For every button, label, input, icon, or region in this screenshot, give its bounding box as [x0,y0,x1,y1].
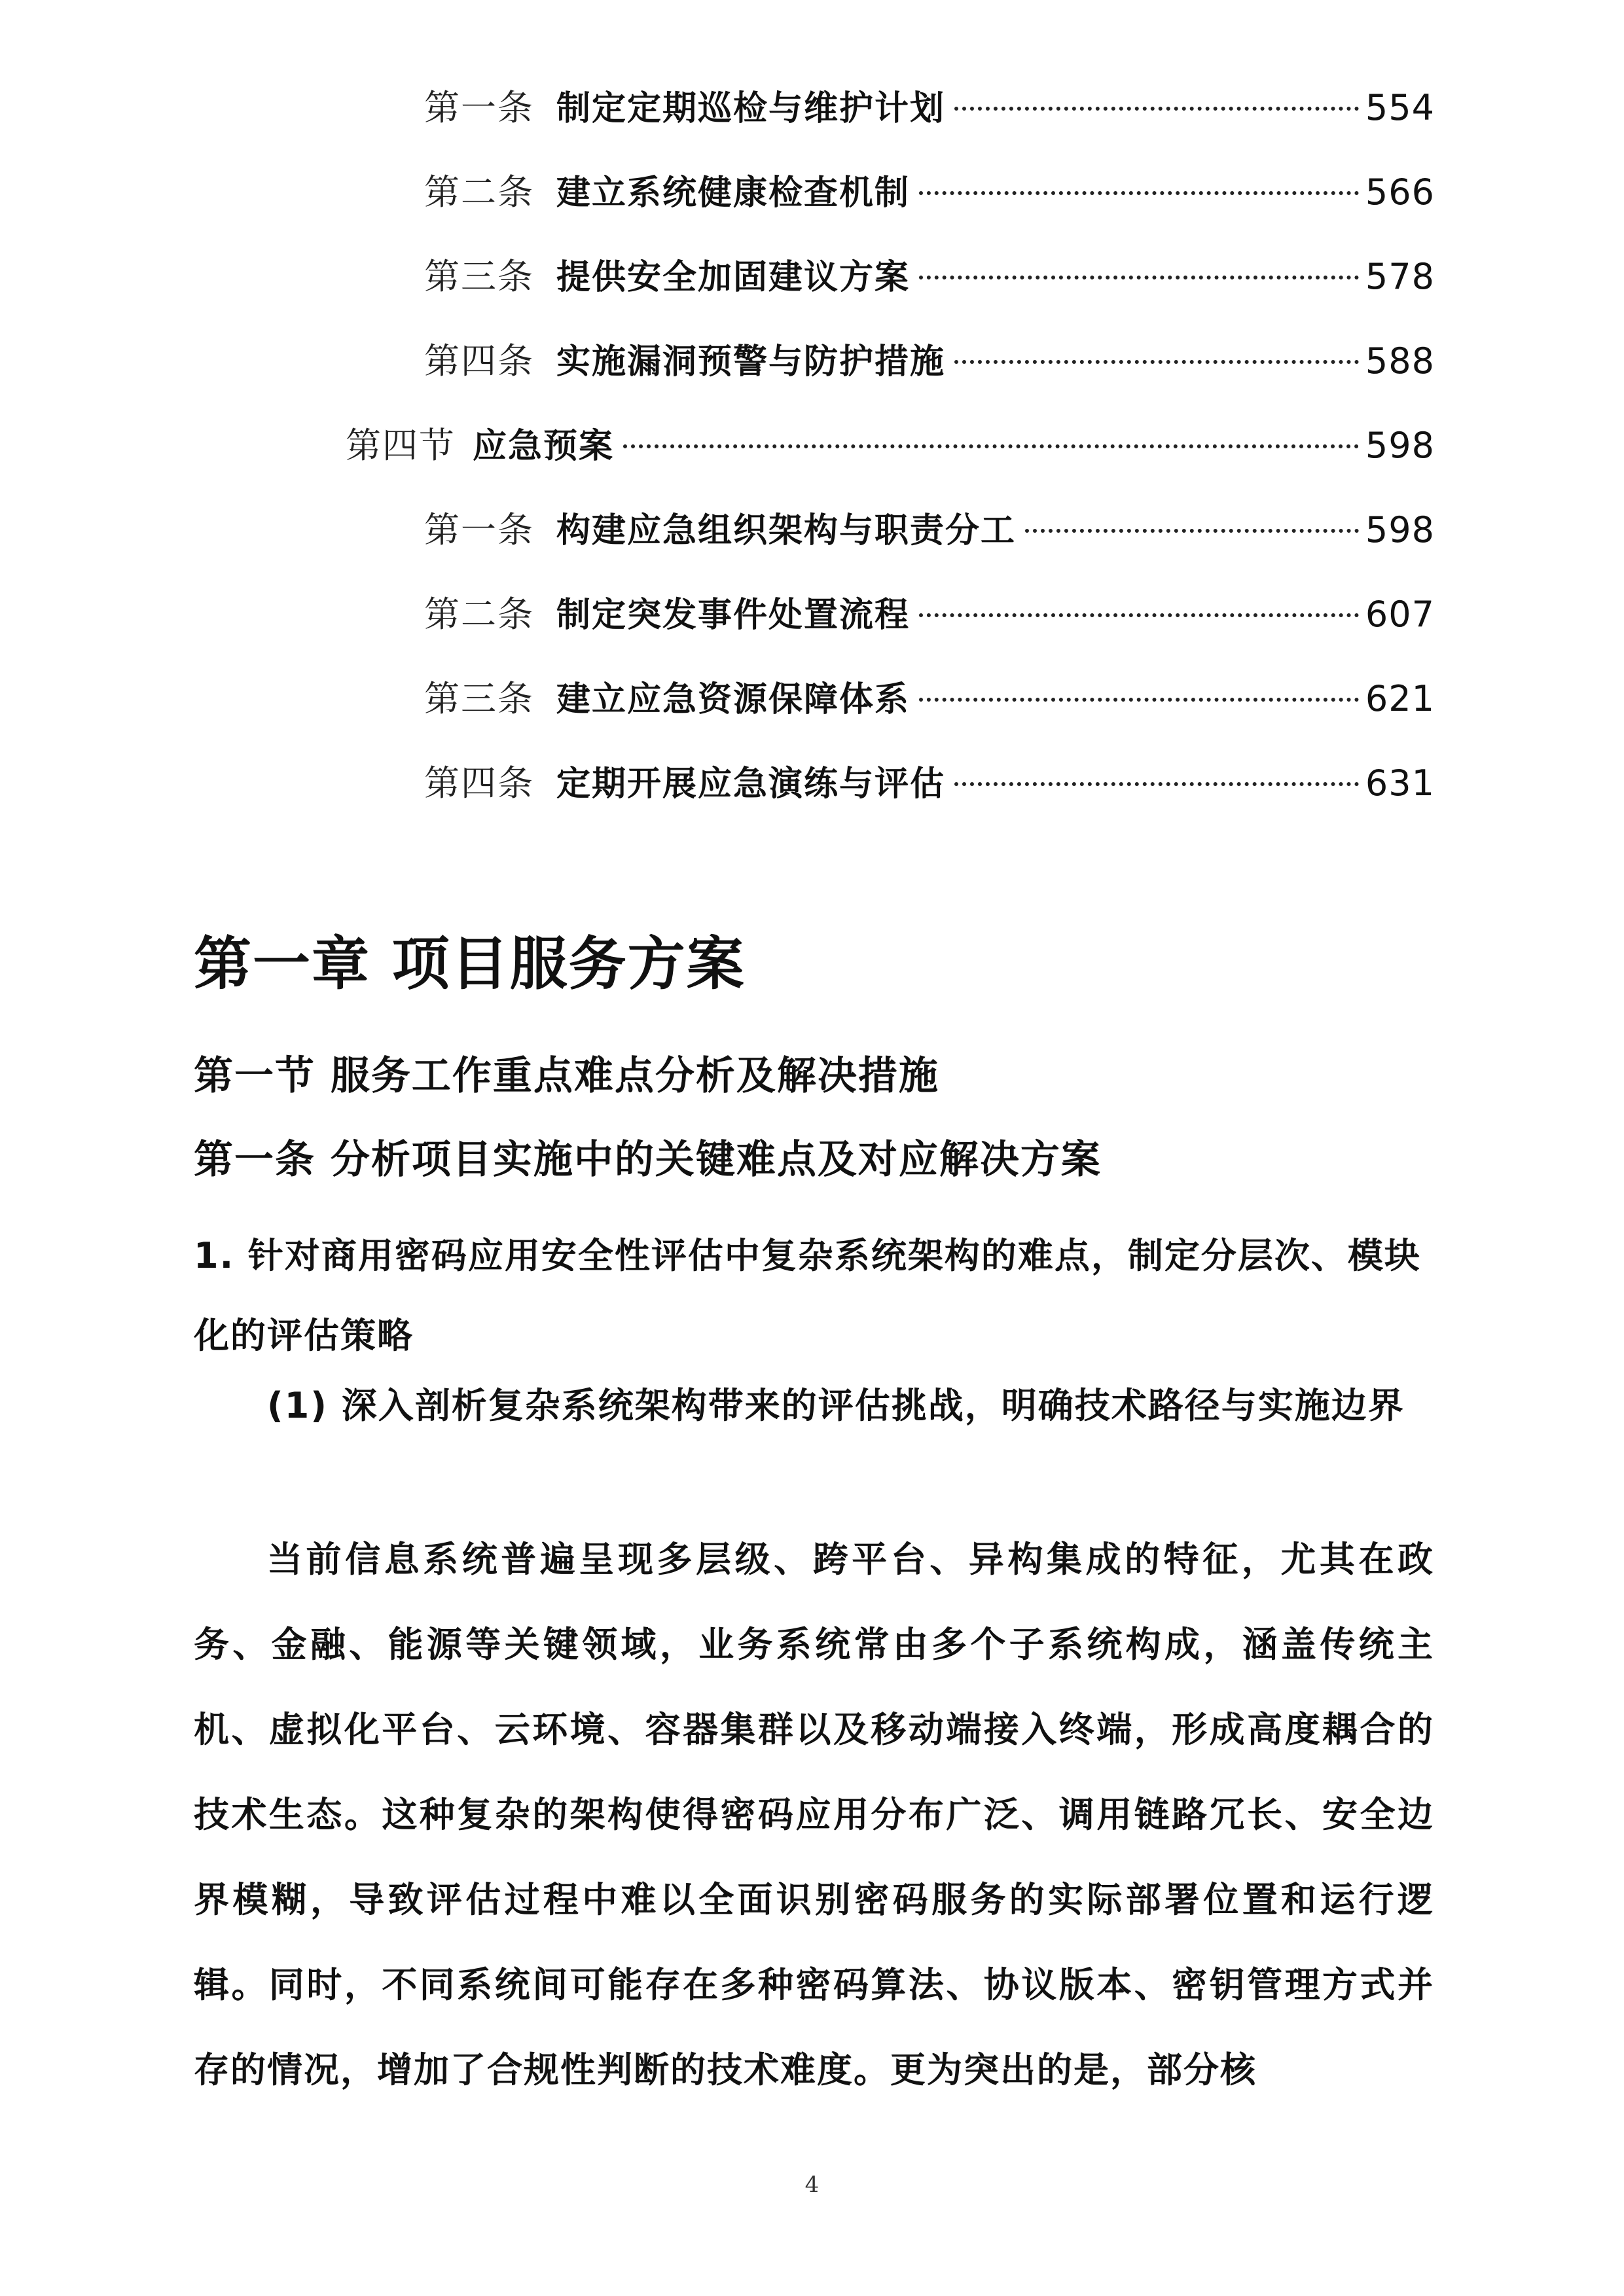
toc-entry-title: 制定定期巡检与维护计划 [556,89,946,128]
toc-leader-dots [919,613,1359,617]
toc-entry-title: 实施漏洞预警与防护措施 [556,342,946,382]
body-paragraph: 当前信息系统普遍呈现多层级、跨平台、异构集成的特征，尤其在政务、金融、能源等关键领域，业务系统常由多个子系统构成，涵盖传统主机、虚拟化平台、云环境、容器集群以及移动端接入终端，形成高度耦合的技术生态。这种复杂的架构使得密码应用分布广泛、调用链路冗长、安全边界模糊，导致评估过程中难以全面识别密码服务的实际部署位置和运行逻辑。同时，不同系统间可能存在多种密码算法、协议版本、密钥管理方式并存的情况，增加了合规性判断的技术难度。更为突出的是，部分核 [194,1539,1434,2090]
toc-leader-dots [919,698,1359,702]
toc-leader-dots [1025,529,1359,533]
toc-entry-section[interactable] [346,416,1435,475]
toc-entry[interactable] [424,754,1435,813]
toc-leader-dots [954,782,1359,786]
toc-entry-title: 制定突发事件处置流程 [556,596,911,635]
page-number: 4 [804,2172,820,2198]
toc-entry-title: 建立系统健康检查机制 [556,173,911,213]
toc-entry[interactable] [424,247,1435,306]
numbered-heading: 1. 针对商用密码应用安全性评估中复杂系统架构的难点，制定分层次、模块化的评估策略 [194,1235,1421,1356]
toc-entry-number: 第四条 [424,340,534,382]
toc-entry-page: 598 [1365,425,1435,466]
chapter-title: 第一章 项目服务方案 [194,930,746,997]
toc-entry-title: 提供安全加固建议方案 [556,258,911,297]
toc-leader-dots [623,444,1359,448]
toc-entry-page: 554 [1365,87,1435,128]
toc-entry-title: 建立应急资源保障体系 [556,680,911,719]
toc-entry-page: 607 [1365,594,1435,635]
toc-leader-dots [954,107,1359,111]
toc-leader-dots [954,360,1359,364]
toc-entry-number: 第三条 [424,256,534,297]
toc-leader-dots [919,276,1359,279]
toc-entry-page: 566 [1365,171,1435,213]
toc-entry-number: 第二条 [424,594,534,635]
toc-entry[interactable] [424,332,1435,391]
toc-entry-title: 应急预案 [473,427,615,466]
toc-entry-title: 构建应急组织架构与职责分工 [556,511,1017,550]
toc-entry-number: 第四节 [346,425,456,466]
toc-entry-number: 第一条 [424,509,534,550]
toc-entry-page: 621 [1365,678,1435,719]
toc-entry[interactable] [424,501,1435,560]
toc-entry-number: 第四条 [424,762,534,804]
toc-entry-number: 第一条 [424,87,534,128]
toc-leader-dots [919,191,1359,195]
toc-entry-page: 578 [1365,256,1435,297]
toc-entry-number: 第三条 [424,678,534,719]
toc-entry[interactable] [424,585,1435,644]
sub-heading: (1) 深入剖析复杂系统架构带来的评估挑战，明确技术路径与实施边界 [267,1385,1405,1426]
toc-entry-page: 598 [1365,509,1435,550]
toc-entry-title: 定期开展应急演练与评估 [556,764,946,804]
article-title: 第一条 分析项目实施中的关键难点及对应解决方案 [194,1137,1102,1183]
toc-entry[interactable] [424,163,1435,222]
section-title: 第一节 服务工作重点难点分析及解决措施 [194,1053,939,1099]
toc-entry[interactable] [424,79,1435,137]
toc-entry[interactable] [424,670,1435,728]
toc-entry-page: 631 [1365,762,1435,804]
toc-entry-number: 第二条 [424,171,534,213]
toc-entry-page: 588 [1365,340,1435,382]
